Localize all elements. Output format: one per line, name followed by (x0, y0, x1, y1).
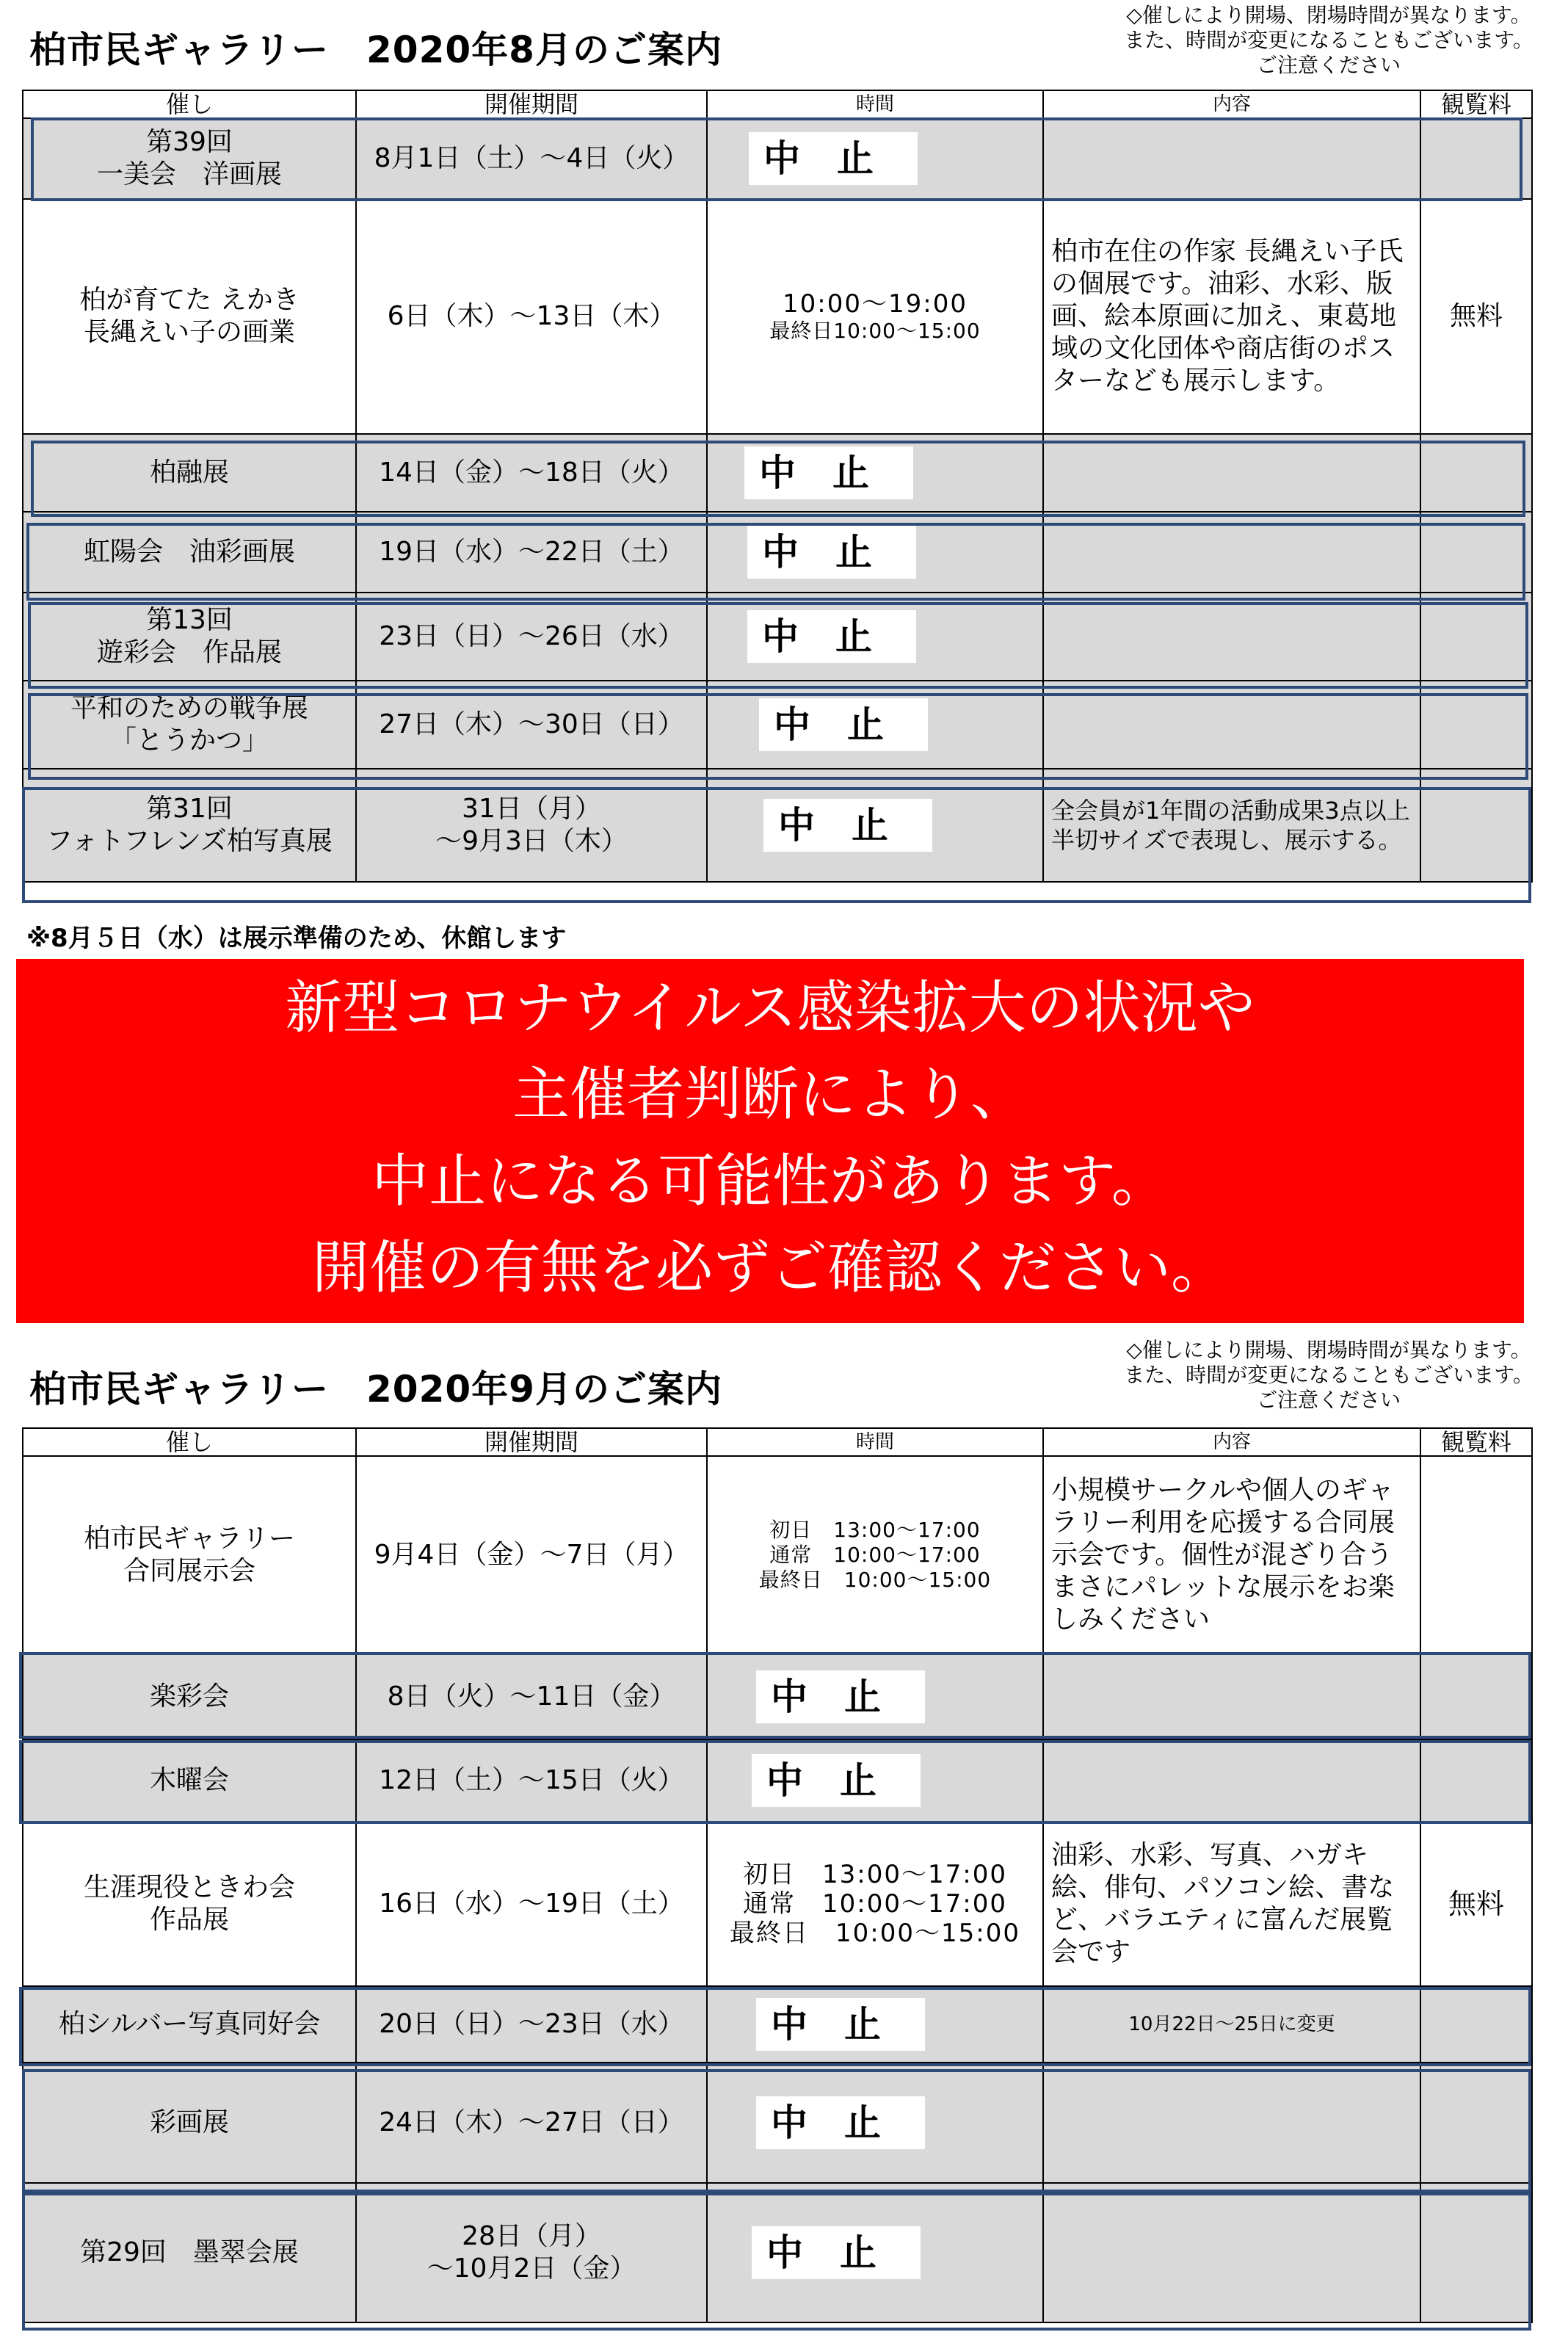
cancelled-stamp: 中止 (752, 2226, 921, 2279)
table-row (23, 1739, 1532, 1822)
event-name: 第31回 フォトフレンズ柏写真展 (23, 769, 356, 882)
event-name: 柏シルバー写真同好会 (23, 1986, 356, 2063)
table-row (23, 1654, 1532, 1739)
table-row (23, 593, 1532, 681)
table-row (23, 2063, 1532, 2183)
event-fee: 無料 (1420, 1822, 1532, 1986)
event-name: 平和のための戦争展 「とうかつ」 (23, 681, 356, 769)
event-time: 初日 13:00～17:00 通常 10:00～17:00 最終日 10:00～15:00 (707, 1456, 1043, 1654)
cancelled-stamp: 中止 (749, 132, 918, 185)
event-name: 柏市民ギャラリー 合同展示会 (23, 1456, 356, 1654)
event-period: 16日（水）～19日（土） (356, 1822, 707, 1986)
cancelled-stamp: 中止 (763, 799, 932, 852)
event-name: 楽彩会 (23, 1654, 356, 1739)
event-period: 24日（木）～27日（日） (356, 2063, 707, 2183)
table-row (23, 681, 1532, 769)
table-row (23, 1456, 1532, 1654)
header-period: 開催期間 (356, 90, 707, 118)
table-row (23, 199, 1532, 434)
event-time: 10:00～19:00 最終日10:00～15:00 (707, 199, 1043, 434)
event-period: 23日（日）～26日（水） (356, 593, 707, 681)
table-row (23, 1986, 1532, 2063)
event-period: 8月1日（土）～4日（火） (356, 118, 707, 199)
aug-title: 柏市民ギャラリー 2020年8月のご案内 (29, 29, 722, 71)
event-period: 28日（月） ～10月2日（金） (356, 2183, 707, 2322)
event-name: 第13回 遊彩会 作品展 (23, 593, 356, 681)
event-period: 8日（火）～11日（金） (356, 1654, 707, 1739)
event-period: 14日（金）～18日（火） (356, 434, 707, 512)
event-content: 油彩、水彩、写真、ハガキ絵、俳句、パソコン絵、書など、バラエティに富んだ展覧会です (1043, 1822, 1420, 1986)
event-name: 彩画展 (23, 2063, 356, 2183)
table-row (23, 2183, 1532, 2322)
header-period: 開催期間 (356, 1428, 707, 1456)
event-content: 全会員が1年間の活動成果3点以上半切サイズで表現し、展示する。 (1043, 769, 1420, 882)
event-fee: 無料 (1420, 199, 1532, 434)
header-fee: 観覧料 (1420, 1428, 1532, 1456)
cancelled-stamp: 中止 (759, 698, 928, 751)
closure-note: ※8月５日（水）は展示準備のため、休館します (26, 924, 567, 953)
aug-notice: ◇催しにより開場、閉場時間が異なります。 また、時間が変更になることもございます。 ご注意ください (1124, 3, 1533, 77)
event-period: 31日（月） ～9月3日（木） (356, 769, 707, 882)
header-time: 時間 (707, 1428, 1043, 1456)
event-name: 木曜会 (23, 1739, 356, 1822)
event-name: 虹陽会 油彩画展 (23, 512, 356, 593)
event-name: 柏融展 (23, 434, 356, 512)
header-event: 催し (23, 1428, 356, 1456)
event-period: 9月4日（金）～7日（月） (356, 1456, 707, 1654)
header-content: 内容 (1043, 90, 1420, 118)
event-content: 10月22日～25日に変更 (1043, 1986, 1420, 2063)
sep-notice: ◇催しにより開場、閉場時間が異なります。 また、時間が変更になることもございます。 ご注意ください (1124, 1338, 1533, 1412)
event-content: 小規模サークルや個人のギャラリー利用を応援する合同展示会です。個性が混ざり合う まさにパレットな展示をお楽しみください (1043, 1456, 1420, 1654)
event-content: 柏市在住の作家 長縄えい子氏の個展です。油彩、水彩、版画、絵本原画に加え、東葛地域の文化団体や商店街のポスターなども展示します。 (1043, 199, 1420, 434)
cancelled-stamp: 中止 (744, 446, 913, 499)
event-name: 第29回 墨翠会展 (23, 2183, 356, 2322)
covid-warning-banner: 新型コロナウイルス感染拡大の状況や 主催者判断により、 中止になる可能性があります。 開催の有無を必ずご確認ください。 (16, 959, 1524, 1323)
header-event: 催し (23, 90, 356, 118)
table-row (23, 434, 1532, 512)
cancelled-stamp: 中止 (747, 610, 916, 663)
event-period: 19日（水）～22日（土） (356, 512, 707, 593)
cancelled-stamp: 中止 (747, 526, 916, 579)
cancelled-stamp: 中止 (756, 1670, 925, 1723)
event-time: 初日 13:00～17:00 通常 10:00～17:00 最終日 10:00～15:00 (707, 1822, 1043, 1986)
sep-title: 柏市民ギャラリー 2020年9月のご案内 (29, 1368, 722, 1411)
cancelled-stamp: 中止 (752, 1754, 921, 1807)
aug-schedule-table (22, 90, 1533, 883)
event-period: 12日（土）～15日（火） (356, 1739, 707, 1822)
sep-schedule-table (22, 1427, 1533, 2323)
cancelled-stamp: 中止 (756, 1998, 925, 2051)
header-content: 内容 (1043, 1428, 1420, 1456)
table-row (23, 512, 1532, 593)
table-row (23, 1822, 1532, 1986)
event-period: 20日（日）～23日（水） (356, 1986, 707, 2063)
cancelled-stamp: 中止 (756, 2096, 925, 2149)
event-name: 柏が育てた えかき 長縄えい子の画業 (23, 199, 356, 434)
event-period: 6日（木）～13日（木） (356, 199, 707, 434)
event-name: 第39回 一美会 洋画展 (23, 118, 356, 199)
table-row (23, 769, 1532, 882)
header-time: 時間 (707, 90, 1043, 118)
event-name: 生涯現役ときわ会 作品展 (23, 1822, 356, 1986)
header-fee: 観覧料 (1420, 90, 1532, 118)
event-period: 27日（木）～30日（日） (356, 681, 707, 769)
table-row (23, 118, 1532, 199)
